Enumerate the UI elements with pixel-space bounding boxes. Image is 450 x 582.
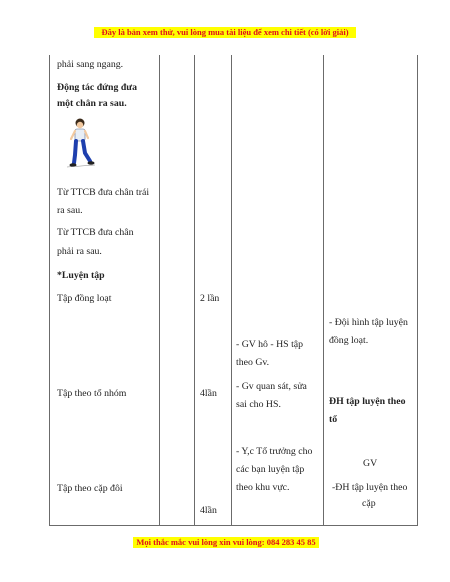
contact-banner: Mọi thắc mắc vui lòng xin vui lòng: 084 283 45 85 xyxy=(133,537,319,548)
teacher-activity: theo khu vực. xyxy=(236,482,290,493)
content-line: Từ TTCB đưa chân xyxy=(57,227,134,238)
practice-item: Tập theo cặp đôi xyxy=(57,483,123,494)
teacher-activity: - Y,c Tổ trưởng cho xyxy=(236,446,313,457)
content-line: ra sau. xyxy=(57,205,83,216)
exercise-heading-line2: một chân ra sau. xyxy=(57,98,127,109)
repetition-count: 2 lần xyxy=(200,293,220,304)
repetition-count: 4lần xyxy=(200,505,217,516)
practice-item: Tập theo tổ nhóm xyxy=(57,388,127,399)
table-divider-4 xyxy=(323,55,324,526)
teacher-activity: - GV hô - HS tập xyxy=(236,339,304,350)
content-line: phải ra sau. xyxy=(57,246,102,257)
teacher-activity: các bạn luyện tập xyxy=(236,464,305,475)
formation-note: - Đội hình tập luyện xyxy=(329,317,408,328)
practice-item: Tập đồng loạt xyxy=(57,293,112,304)
table-divider-1 xyxy=(159,55,160,526)
teacher-activity: - Gv quan sát, sửa xyxy=(236,381,307,392)
teacher-activity: sai cho HS. xyxy=(236,399,281,410)
formation-heading: ĐH tập luyện theo xyxy=(329,396,406,407)
formation-note: cặp xyxy=(362,498,376,509)
lesson-table xyxy=(49,55,418,526)
practice-heading: *Luyện tập xyxy=(57,270,105,281)
content-line: phải sang ngang. xyxy=(57,59,124,70)
content-line: Từ TTCB đưa chân trái xyxy=(57,187,150,198)
table-divider-2 xyxy=(194,55,195,526)
table-border-left xyxy=(49,55,50,526)
exercise-heading-line1: Động tác đứng đưa xyxy=(57,82,138,93)
formation-note: -ĐH tập luyện theo xyxy=(332,482,408,493)
preview-banner: Đây là bản xem thử, vui lòng mua tài liệu để xem chi tiết (có lời giải) xyxy=(94,27,356,38)
repetition-count: 4lần xyxy=(200,388,217,399)
table-border-bottom xyxy=(49,525,418,526)
student-figure-illustration xyxy=(65,117,97,169)
teacher-label: GV xyxy=(363,458,378,469)
teacher-activity: theo Gv. xyxy=(236,357,270,368)
formation-note: đồng loạt. xyxy=(329,335,369,346)
formation-heading: tổ xyxy=(329,414,338,425)
table-border-right xyxy=(417,55,418,526)
table-divider-3 xyxy=(231,55,232,526)
